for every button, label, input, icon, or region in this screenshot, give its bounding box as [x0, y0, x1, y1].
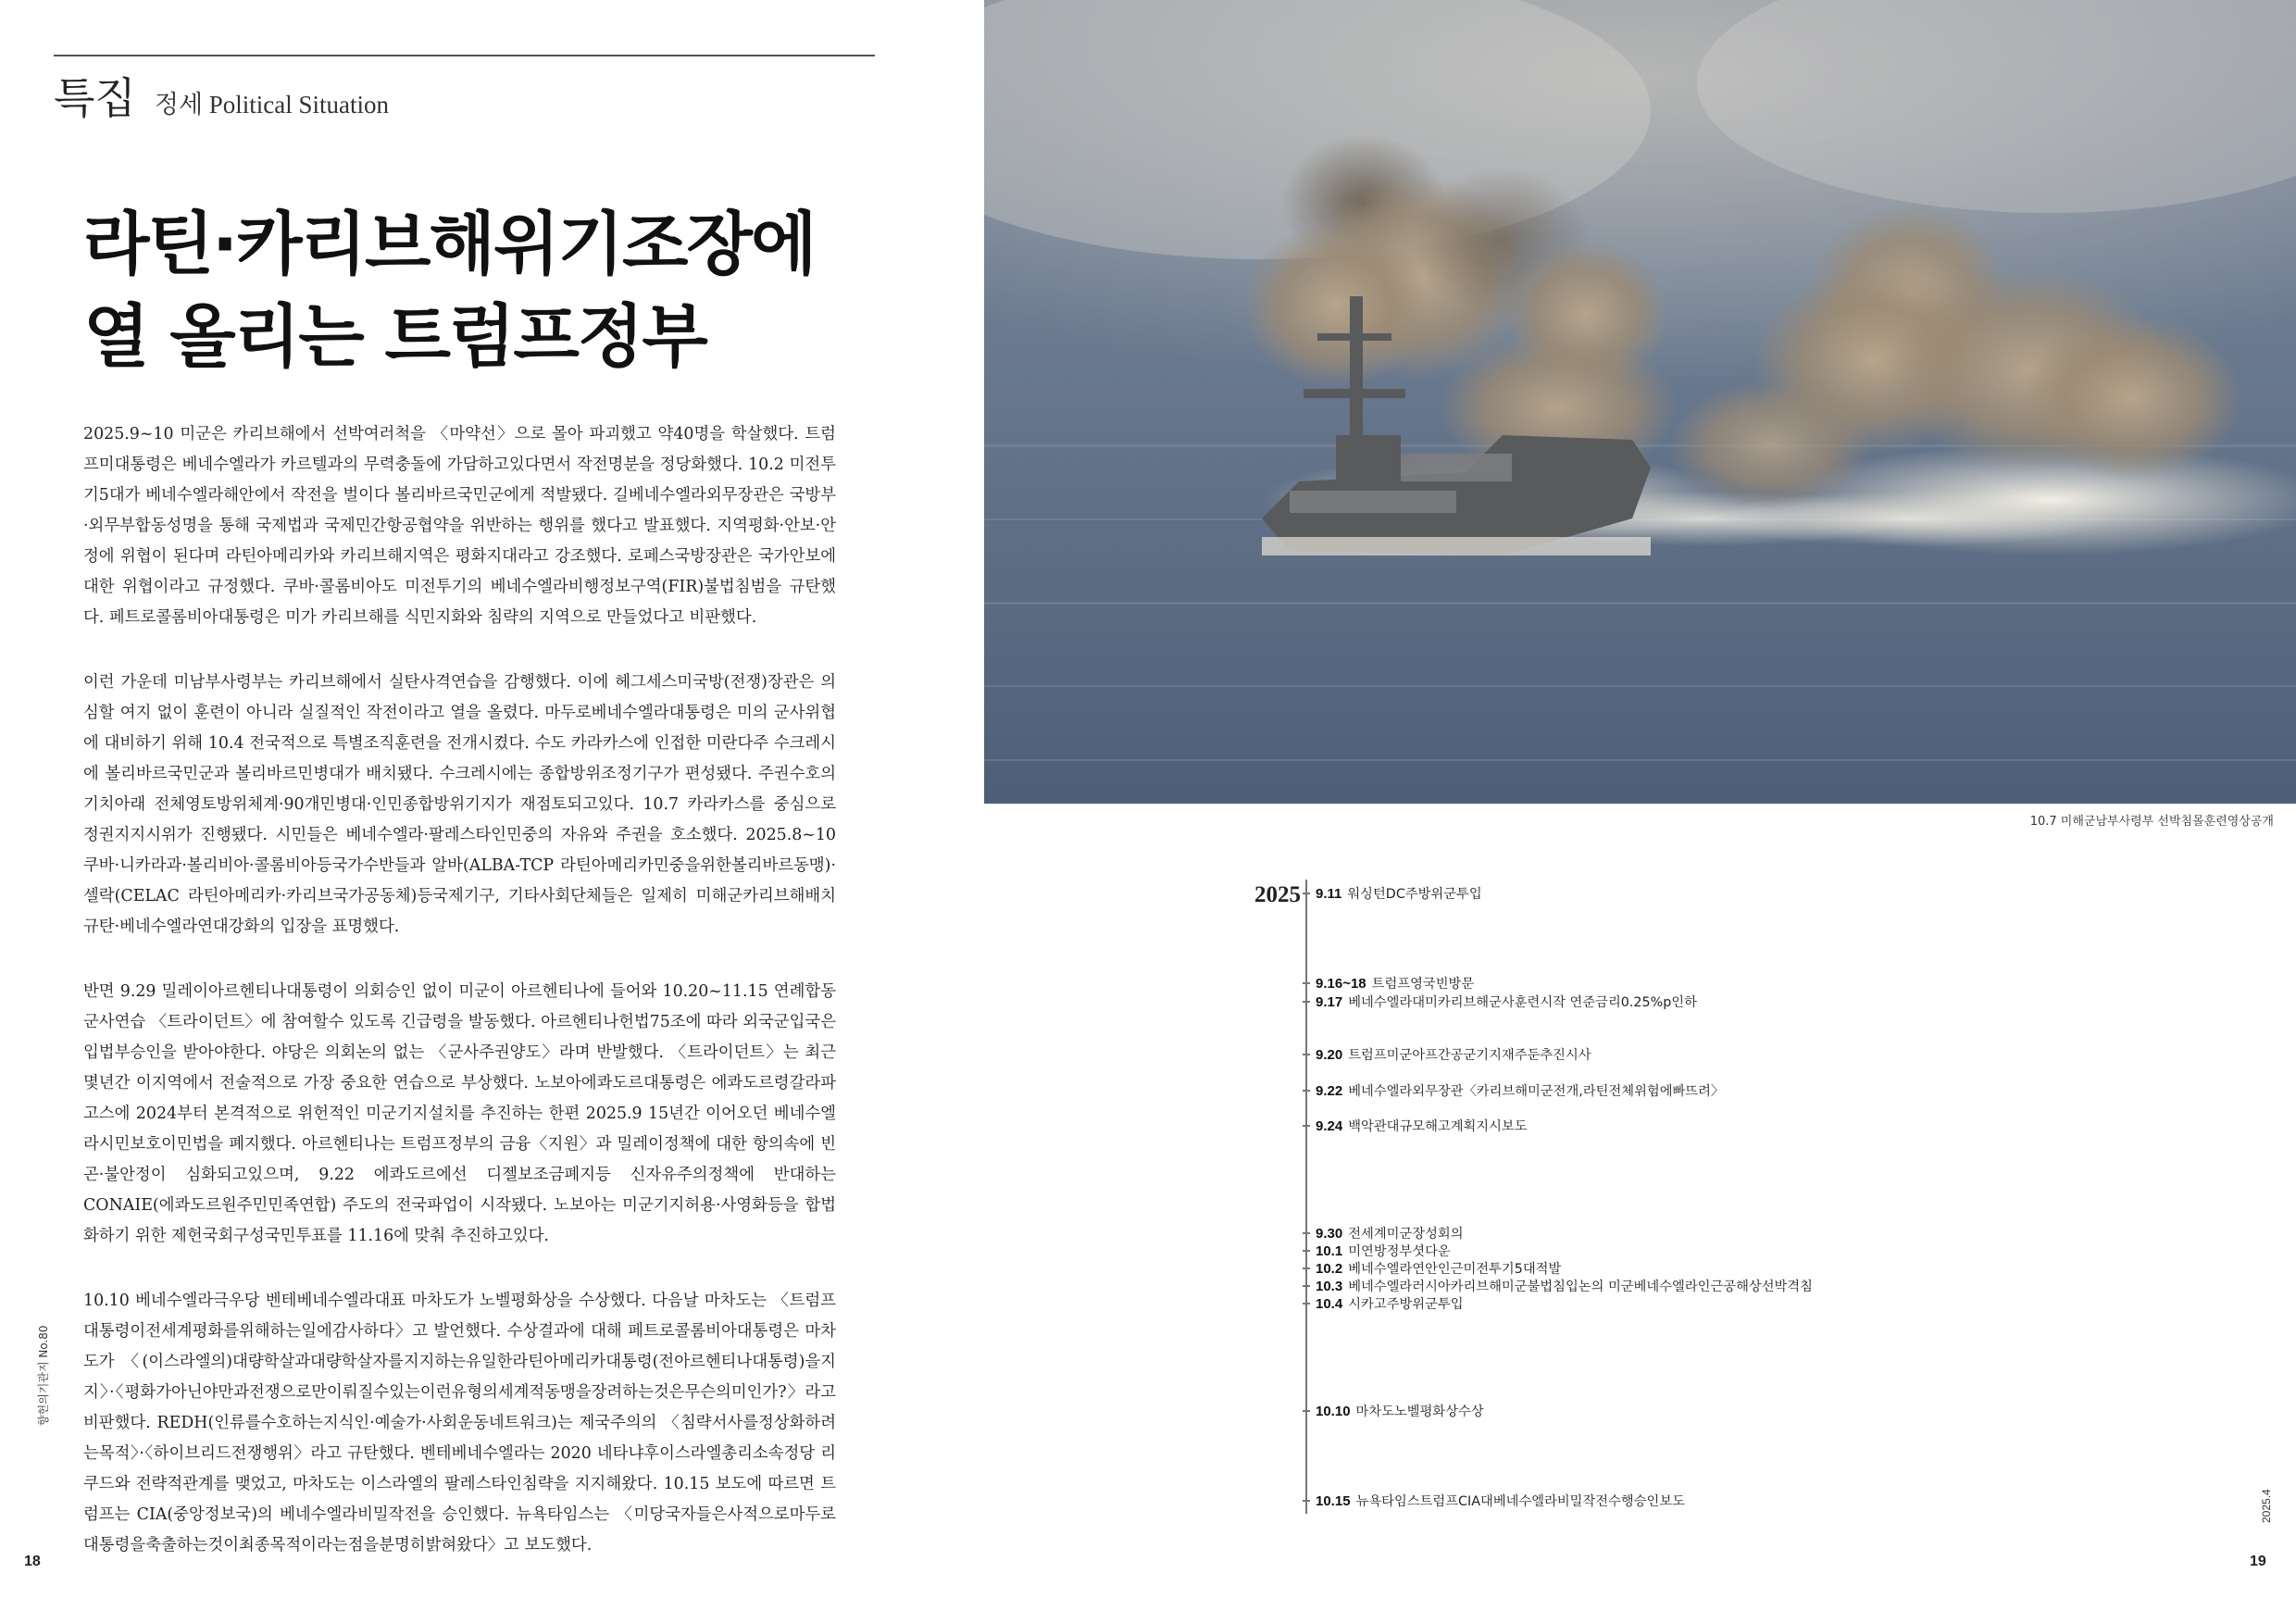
section-title: 특집 [54, 73, 136, 123]
right-page [984, 0, 2296, 1623]
timeline-tick [1303, 982, 1310, 984]
timeline-tick [1303, 1090, 1310, 1092]
timeline-text: 베네수엘라외무장관〈카리브해미군전개,라틴전체위험에빠뜨려〉 [1348, 1084, 1725, 1099]
timeline-item [1303, 1224, 1464, 1242]
timeline-date: 10.15 [1316, 1492, 1351, 1509]
timeline-tick [1303, 1285, 1310, 1287]
timeline-item [1303, 1277, 1813, 1295]
timeline-date: 9.22 [1316, 1082, 1343, 1099]
timeline-text: 트럼프미군아프간공군기지재주둔추진시사 [1348, 1048, 1591, 1063]
paragraph: 10.10 베네수엘라극우당 벤테베네수엘라대표 마차도가 노벨평화상을 수상했다. 다음날 마차도는 〈트럼프대통령이전세계평화를위해하는일에감사하다〉고 발언했다. 수상결과에 대해 페트로콜롬비아대통령은 마차도가 〈(이스라엘의)대량학살과대량학살자를지지하는유일한라틴아메리카대통령(전아르헨티나대통령)을지지〉·〈평화가아닌야만과전쟁으로만이뤄질수있는이런유형의세계적동맹을장려하는것은무슨의미인가?〉라고 비판했다. REDH(인류를수호하는지식인·예술가·사회운동네트워크)는 제국주의의 〈침략서사를정상화하려는목적〉·〈하이브리드전쟁행위〉라고 규탄했다. 벤테베네수엘라는 2020 네타냐후이스라엘총리소속정당 리쿠드와 전략적관계를 맺었고, 마차도는 이스라엘의 팔레스타인침략을 지지해왔다. 10.15 보도에 따르면 트럼프는 CIA(중앙정보국)의 베네수엘라비밀작전을 승인했다. 뉴욕타임스는 〈미당국자들은사적으로마두로대통령을축출하는것이최종목적이라는점을분명히밝혀왔다〉고 보도했다. [83, 1292, 836, 1554]
timeline-date: 9.11 [1316, 885, 1342, 902]
timeline-year: 2025 [1254, 882, 1301, 907]
timeline-tick [1303, 1500, 1310, 1502]
timeline-tick [1303, 1267, 1310, 1269]
timeline-tick [1303, 1125, 1310, 1127]
timeline-date: 10.10 [1316, 1403, 1351, 1419]
page-number: 18 [24, 1554, 41, 1569]
timeline-text: 워싱턴DC주방위군투입 [1347, 887, 1482, 902]
ship-explosion-photo [984, 0, 2296, 804]
timeline-tick [1303, 1054, 1310, 1055]
timeline-date: 9.30 [1316, 1225, 1343, 1242]
timeline-text: 백악관대규모해고계획지시보도 [1348, 1119, 1528, 1134]
timeline-date: 9.24 [1316, 1117, 1343, 1134]
timeline-tick [1303, 1303, 1310, 1305]
page-number: 19 [2250, 1554, 2266, 1569]
timeline-tick [1303, 1410, 1310, 1412]
timeline-date: 9.20 [1316, 1046, 1343, 1063]
timeline-date: 9.16~18 [1316, 975, 1366, 992]
timeline-item [1303, 993, 1697, 1011]
article-body [83, 419, 836, 1595]
headline-line-1: 라틴·카리브해위기조장에 [83, 205, 816, 284]
timeline-date: 9.17 [1316, 993, 1343, 1010]
timeline-tick [1303, 893, 1310, 894]
timeline-text: 뉴욕타임스트럼프CIA대베네수엘라비밀작전수행승인보도 [1355, 1494, 1685, 1509]
timeline-date: 10.4 [1316, 1295, 1343, 1312]
photo-caption: 10.7 미해군남부사령부 선박침몰훈련영상공개 [2029, 815, 2274, 829]
timeline-tick [1303, 1001, 1310, 1003]
timeline-item [1303, 974, 1474, 993]
timeline-text: 마차도노벨평화상수상 [1355, 1405, 1484, 1419]
headline [83, 198, 917, 383]
paragraph: 반면 9.29 밀레이아르헨티나대통령이 의회승인 없이 미군이 아르헨티나에 들어와 10.20~11.15 연례합동군사연습 〈트라이던트〉에 참여할수 있도록 긴급령을 발동했다. 아르헨티나헌법75조에 따라 외국군입국은 입법부승인을 받아야한다. 야당은 의회논의 없는 〈군사주권양도〉라며 반발했다. 〈트라이던트〉는 최근 몇년간 이지역에서 전술적으로 가장 중요한 연습으로 부상했다. 노보아에콰도르대통령은 에콰도르령갈라파고스에 2024부터 본격적으로 위헌적인 미군기지설치를 추진하는 한편 2025.9 15년간 이어오던 베네수엘라시민보호이민법을 폐지했다. 아르헨티나는 트럼프정부의 금융〈지원〉과 밀레이정책에 대한 항의속에 빈곤·불안정이 심화되고있으며, 9.22 에콰도르에선 디젤보조금폐지등 신자유주의정책에 반대하는 CONAIE(에콰도르원주민민족연합) 주도의 전국파업이 시작됐다. 노보아는 미군기지허용·사영화등을 합법화하기 위한 제헌국회구성국민투표를 11.16에 맞춰 추진하고있다. [83, 982, 836, 1245]
timeline-text: 베네수엘라대미카리브해군사훈련시작 연준금리0.25%p인하 [1348, 995, 1697, 1010]
top-rule [54, 55, 875, 56]
timeline-text: 시카고주방위군투입 [1348, 1297, 1464, 1312]
publication-meta: 향헌의기관지 No.80 [37, 1325, 50, 1426]
timeline-item [1303, 1294, 1464, 1313]
timeline-text: 미연방정부셧다운 [1348, 1244, 1451, 1259]
timeline-item [1303, 1117, 1528, 1135]
timeline-item [1303, 1242, 1451, 1260]
timeline-item [1303, 1402, 1484, 1420]
timeline-item [1303, 1081, 1724, 1100]
timeline-text: 베네수엘라연안인근미전투기5대적발 [1348, 1262, 1562, 1277]
section-subtitle: 정세 Political Situation [154, 91, 390, 119]
timeline-item [1303, 1259, 1561, 1278]
timeline-text: 트럼프영국빈방문 [1371, 977, 1475, 992]
paragraph: 2025.9~10 미군은 카리브해에서 선박여러척을 〈마약선〉으로 몰아 파괴했고 약40명을 학살했다. 트럼프미대통령은 베네수엘라가 카르텔과의 무력충돌에 가담하고있다면서 작전명분을 정당화했다. 10.2 미전투기5대가 베네수엘라해안에서 작전을 벌이다 볼리바르국민군에게 적발됐다. 길베네수엘라외무장관은 국방부·외무부합동성명을 통해 국제법과 국제민간항공협약을 위반하는 행위를 했다고 발표했다. 지역평화·안보·안정에 위협이 된다며 라틴아메리카와 카리브해지역은 평화지대라고 강조했다. 로페스국방장관은 국가안보에 대한 위협이라고 규정했다. 쿠바·콜롬비아도 미전투기의 베네수엘라비행정보구역(FIR)불법침범을 규탄했다. 페트로콜롬비아대통령은 미가 카리브해를 식민지화와 침략의 지역으로 만들었다고 비판했다. [83, 425, 836, 627]
left-page [0, 0, 984, 1623]
paragraph: 이런 가운데 미남부사령부는 카리브해에서 실탄사격연습을 감행했다. 이에 헤그세스미국방(전쟁)장관은 의심할 여지 없이 훈련이 아니라 실질적인 작전이라고 열을 올렸다. 마두로베네수엘라대통령은 미의 군사위협에 대비하기 위해 10.4 전국적으로 특별조직훈련을 전개시켰다. 수도 카라카스에 인접한 미란다주 수크레시에 볼리바르국민군과 볼리바르민병대가 배치됐다. 수크레시에는 종합방위조정기구가 편성됐다. 주권수호의 기치아래 전체영토방위체계·90개민병대·인민종합방위기지가 재점토되고있다. 10.7 카라카스를 중심으로 정권지지시위가 진행됐다. 시민들은 베네수엘라·팔레스타인민중의 자유와 주권을 호소했다. 2025.8~10 쿠바·니카라과·볼리비아·콜롬비아등국가수반들과 알바(ALBA-TCP 라틴아메리카민중을위한볼리바르동맹)·셀락(CELAC 라틴아메리카·카리브국가공동체)등국제기구, 기타사회단체들은 일제히 미해군카리브해배치규탄·베네수엘라연대강화의 입장을 표명했다. [83, 673, 836, 936]
issue-date: 2025.4 [2260, 1489, 2273, 1523]
timeline-date: 10.3 [1316, 1278, 1343, 1294]
timeline-date: 10.1 [1316, 1242, 1343, 1259]
timeline-text: 전세계미군장성회의 [1348, 1227, 1464, 1242]
headline-line-2: 열 올리는 트럼프정부 [83, 297, 706, 377]
section-label [54, 65, 389, 126]
timeline-item [1303, 1492, 1685, 1510]
timeline-text: 베네수엘라러시아카리브해미군불법침입논의 미군베네수엘라인근공해상선박격침 [1348, 1280, 1813, 1294]
timeline-tick [1303, 1250, 1310, 1252]
timeline-date: 10.2 [1316, 1260, 1343, 1277]
timeline-tick [1303, 1232, 1310, 1234]
timeline-item [1303, 884, 1482, 903]
timeline-item [1303, 1045, 1591, 1064]
